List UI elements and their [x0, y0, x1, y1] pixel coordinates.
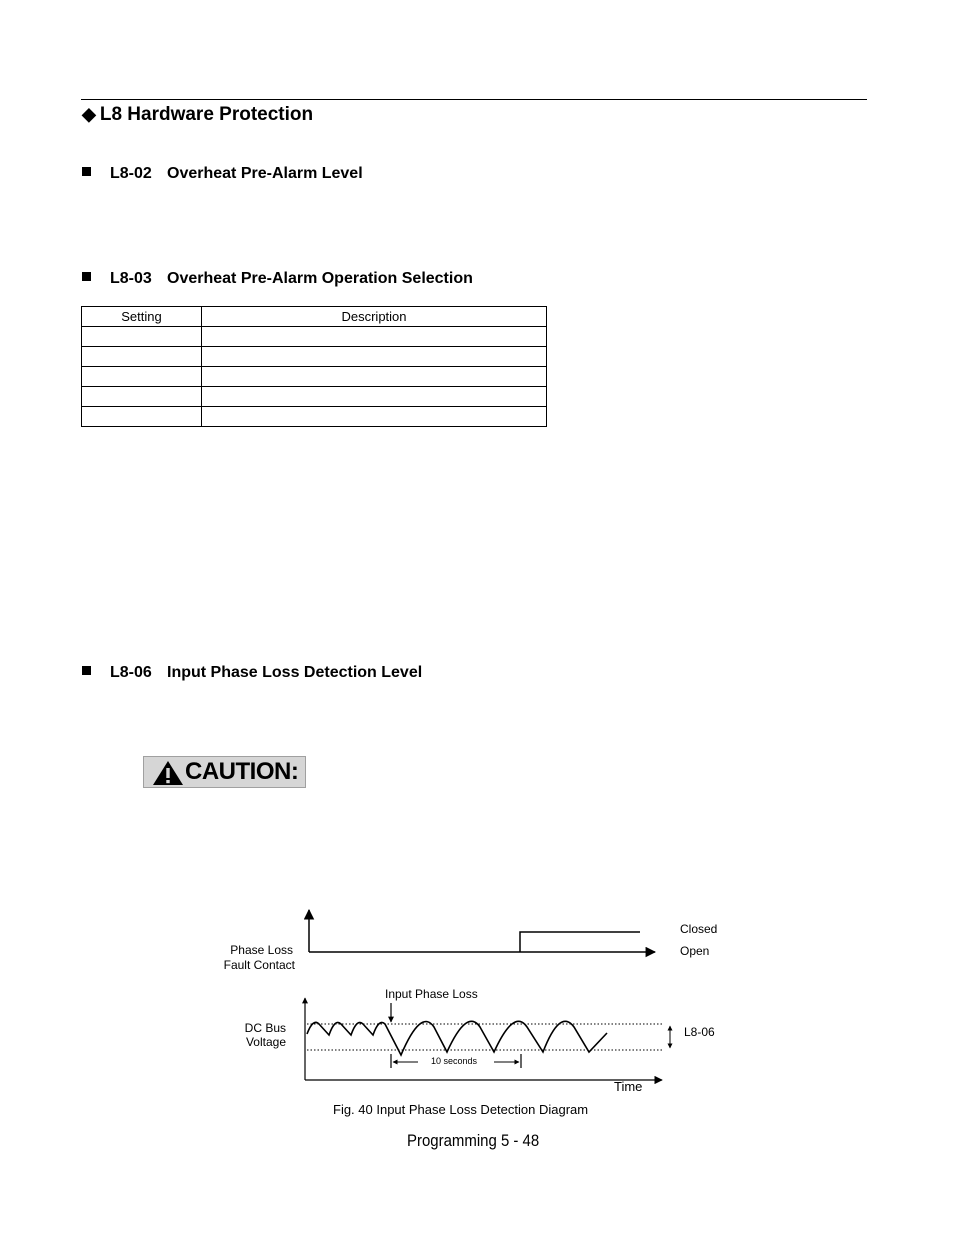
- param-name: Overheat Pre-Alarm Level: [167, 165, 363, 182]
- input-phase-loss-label: Input Phase Loss: [385, 987, 478, 1001]
- seconds-label: 10 seconds: [430, 1056, 478, 1066]
- param-name: Input Phase Loss Detection Level: [167, 664, 423, 681]
- contact-label-line2: Fault Contact: [223, 958, 295, 972]
- closed-label: Closed: [680, 922, 718, 936]
- table-header-description: Description: [202, 307, 547, 327]
- table-header-setting: Setting: [82, 307, 202, 327]
- caution-label: CAUTION:: [185, 758, 299, 785]
- diamond-bullet-icon: ◆: [82, 104, 96, 124]
- figure-caption: Fig. 40 Input Phase Loss Detection Diagram: [333, 1102, 589, 1117]
- contact-signal-line: [520, 932, 640, 952]
- dc-bus-waveform: [307, 1021, 607, 1055]
- section-title-text: L8 Hardware Protection: [99, 104, 314, 125]
- param-code: L8-06: [110, 664, 152, 681]
- param-code: L8-03: [110, 270, 152, 287]
- dc-bus-label-line2: Voltage: [245, 1035, 286, 1049]
- open-label: Open: [680, 944, 710, 958]
- contact-label-line1: Phase Loss: [230, 943, 293, 957]
- param-code: L8-02: [110, 165, 152, 182]
- level-label: L8-06: [684, 1025, 715, 1039]
- page-footer: Programming 5 - 48: [407, 1131, 540, 1150]
- param-name: Overheat Pre-Alarm Operation Selection: [167, 270, 473, 287]
- dc-bus-label-line1: DC Bus: [244, 1021, 286, 1035]
- time-label: Time: [614, 1079, 643, 1094]
